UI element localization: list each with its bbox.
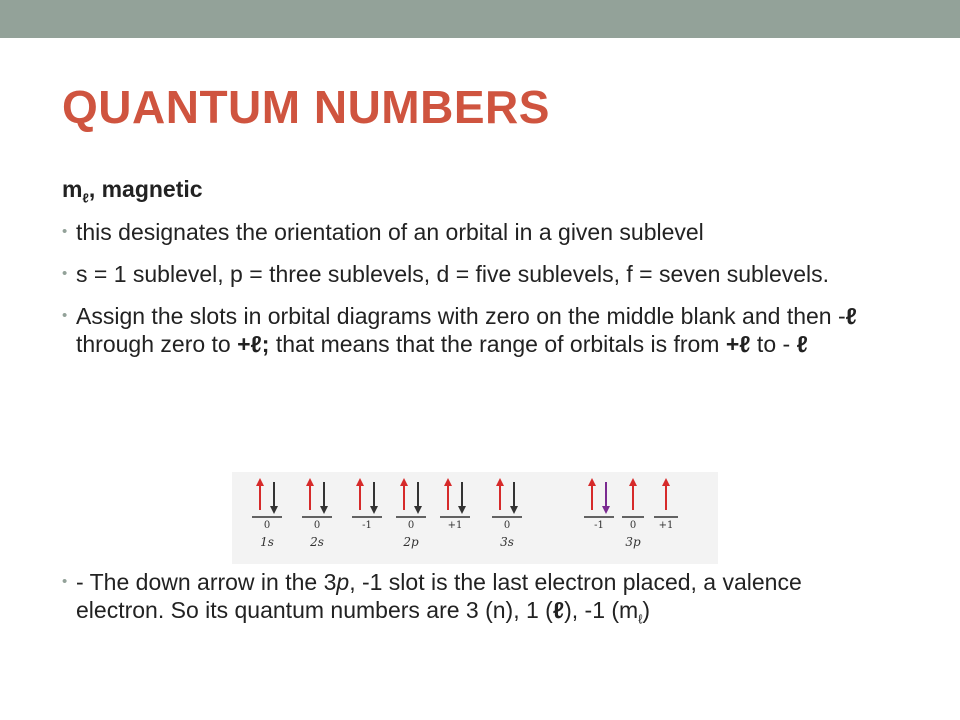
bullet-valence-electron: • - The down arrow in the 3p, -1 slot is the last electron placed, a valence electron. So its quantum numbers are 3 (n), 1 (ℓ), -1 $(m_\ell)$ <box>62 568 892 634</box>
group-label-2s: 2s <box>310 535 324 549</box>
bullet-orientation: • this designates the orientation of an orbital in a given sublevel <box>62 218 892 246</box>
slot-3p-0 <box>622 478 644 531</box>
bullet-list <box>62 218 892 372</box>
slot-2p-plus1 <box>440 478 470 531</box>
up-arrow-head <box>356 478 364 486</box>
group-label-2p: 2p <box>403 535 419 549</box>
up-arrow-head <box>444 478 452 486</box>
down-arrow-head <box>458 506 466 514</box>
slot-3p-plus1 <box>654 478 678 531</box>
section-heading <box>62 176 203 206</box>
group-label-1s: 1s <box>260 535 274 549</box>
last-electron-arrow-head <box>602 506 610 514</box>
heading-m: m <box>62 176 83 202</box>
up-arrow-head <box>588 478 596 486</box>
bullet-sublevels: • s = 1 sublevel, p = three sublevels, d = five sublevels, f = seven sublevels. <box>62 260 892 288</box>
heading-rest: , magnetic <box>88 176 203 202</box>
group-label-3s: 3s <box>500 535 514 549</box>
slot-label: +1 <box>658 520 674 531</box>
up-arrow-head <box>496 478 504 486</box>
slot-3s <box>492 478 522 531</box>
down-arrow-head <box>370 506 378 514</box>
slot-label: 0 <box>263 520 271 531</box>
bullet-list-final <box>62 568 892 634</box>
slide-title: QUANTUM NUMBERS <box>62 81 550 133</box>
slot-label: 0 <box>629 520 637 531</box>
heading-subscript: ℓ <box>82 190 89 206</box>
top-accent-bar <box>0 0 960 38</box>
slot-1s <box>252 478 282 531</box>
slot-label: -1 <box>594 520 604 531</box>
up-arrow-head <box>306 478 314 486</box>
slot-label: 0 <box>503 520 511 531</box>
up-arrow-head <box>256 478 264 486</box>
slot-2p-minus1 <box>352 478 382 531</box>
bullet-assign-slots: • Assign the slots in orbital diagrams with zero on the middle blank and then -ℓ through zero to +ℓ; that means that the range of orbitals is from +ℓ to - ℓ <box>62 302 892 358</box>
up-arrow-head <box>662 478 670 486</box>
slot-label: +1 <box>447 520 463 531</box>
slot-2s <box>302 478 332 531</box>
up-arrow-head <box>629 478 637 486</box>
slot-label: 0 <box>313 520 321 531</box>
orbital-diagram <box>232 472 718 564</box>
up-arrow-head <box>400 478 408 486</box>
down-arrow-head <box>320 506 328 514</box>
slot-2p-0 <box>396 478 426 531</box>
orbital-diagram-svg <box>232 472 718 564</box>
slot-3p-minus1 <box>584 478 614 531</box>
down-arrow-head <box>414 506 422 514</box>
group-label-3p: 3p <box>625 535 641 549</box>
down-arrow-head <box>270 506 278 514</box>
slot-label: 0 <box>407 520 415 531</box>
down-arrow-head <box>510 506 518 514</box>
slot-label: -1 <box>362 520 372 531</box>
